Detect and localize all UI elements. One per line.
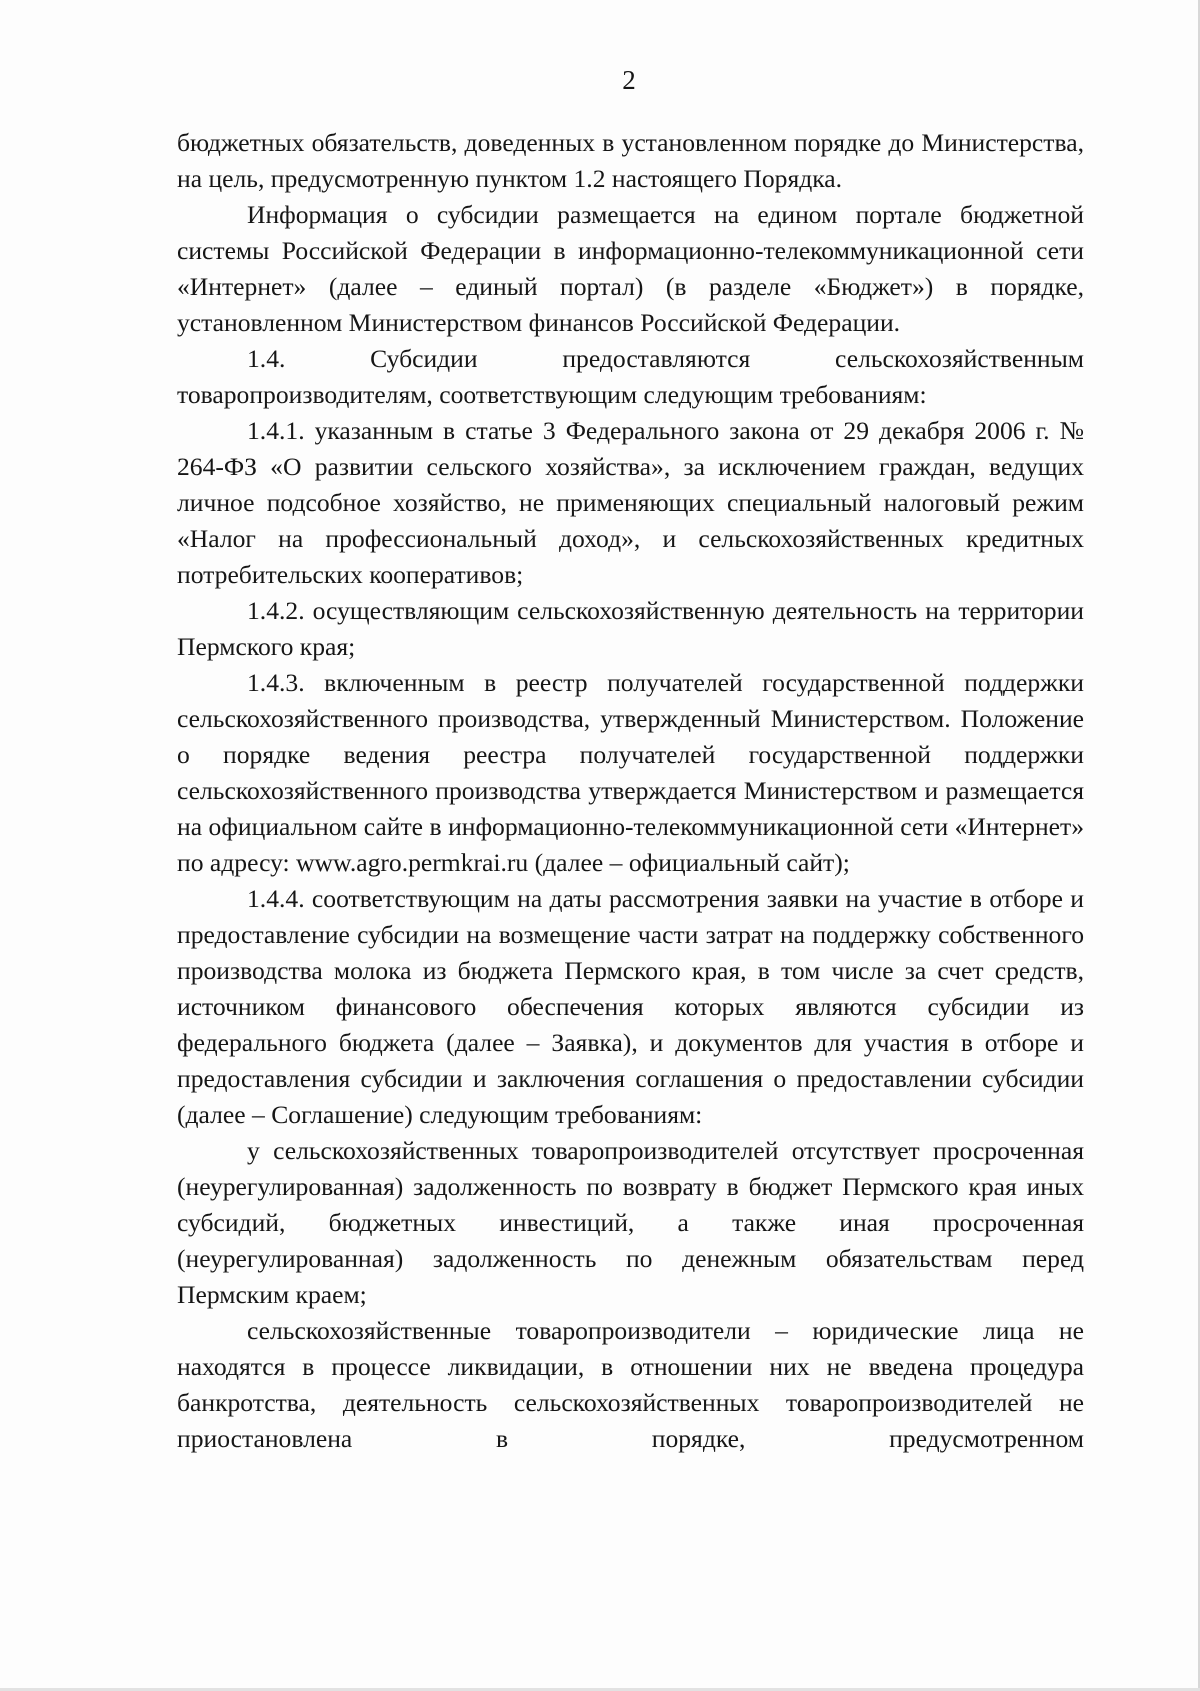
paragraph-1-4-3: 1.4.3. включенным в реестр получателей государственной поддержки сельскохозяйственного производства, утвержденный Министерством. Положение о порядке ведения реестра получателей государственной поддержки сельскохозяйственного производства утверждается Министерством и размещается на официальном сайте в информационно-телекоммуникационной сети «Интернет» по адресу: www.agro.permkrai.ru (далее – официальный сайт); — [177, 668, 1084, 877]
paragraph-budget-obligations: бюджетных обязательств, доведенных в установленном порядке до Министерства, на цель, предусмотренную пунктом 1.2 настоящего Порядка. — [177, 128, 1084, 193]
paragraph-1-4: 1.4. Субсидии предоставляются сельскохозяйственным товаропроизводителям, соответствующим следующим требованиям: — [177, 344, 1084, 409]
paragraph-1-4-1: 1.4.1. указанным в статье 3 Федерального закона от 29 декабря 2006 г. № 264-ФЗ «О развитии сельского хозяйства», за исключением граждан, ведущих личное подсобное хозяйство, не применяющих специальный налоговый режим «Налог на профессиональный доход», и сельскохозяйственных кредитных потребительских кооперативов; — [177, 416, 1084, 589]
page-number: 2 — [622, 65, 636, 95]
paragraph-not-in-liquidation: сельскохозяйственные товаропроизводители – юридические лица не находятся в процессе ликвидации, в отношении них не введена процедура банкротства, деятельность сельскохозяйственных товаропроизводителей не приостановлена в порядке, предусмотренном — [177, 1316, 1084, 1453]
paragraph-no-debt: у сельскохозяйственных товаропроизводителей отсутствует просроченная (неурегулированная) задолженность по возврату в бюджет Пермского края иных субсидий, бюджетных инвестиций, а также иная просроченная (неурегулированная) задолженность по денежным обязательствам перед Пермским краем; — [177, 1136, 1084, 1309]
paragraph-1-4-2: 1.4.2. осуществляющим сельскохозяйственную деятельность на территории Пермского края; — [177, 596, 1084, 661]
paragraph-portal-info: Информация о субсидии размещается на едином портале бюджетной системы Российской Федерации в информационно-телекоммуникационной сети «Интернет» (далее – единый портал) (в разделе «Бюджет») в порядке, установленном Министерством финансов Российской Федерации. — [177, 200, 1084, 337]
document-body — [177, 125, 1084, 1457]
paragraph-1-4-4: 1.4.4. соответствующим на даты рассмотрения заявки на участие в отборе и предоставление субсидии на возмещение части затрат на поддержку собственного производства молока из бюджета Пермского края, в том числе за счет средств, источником финансового обеспечения которых являются субсидии из федерального бюджета (далее – Заявка), и документов для участия в отборе и предоставления субсидии и заключения соглашения о предоставлении субсидии (далее – Соглашение) следующим требованиям: — [177, 884, 1084, 1129]
